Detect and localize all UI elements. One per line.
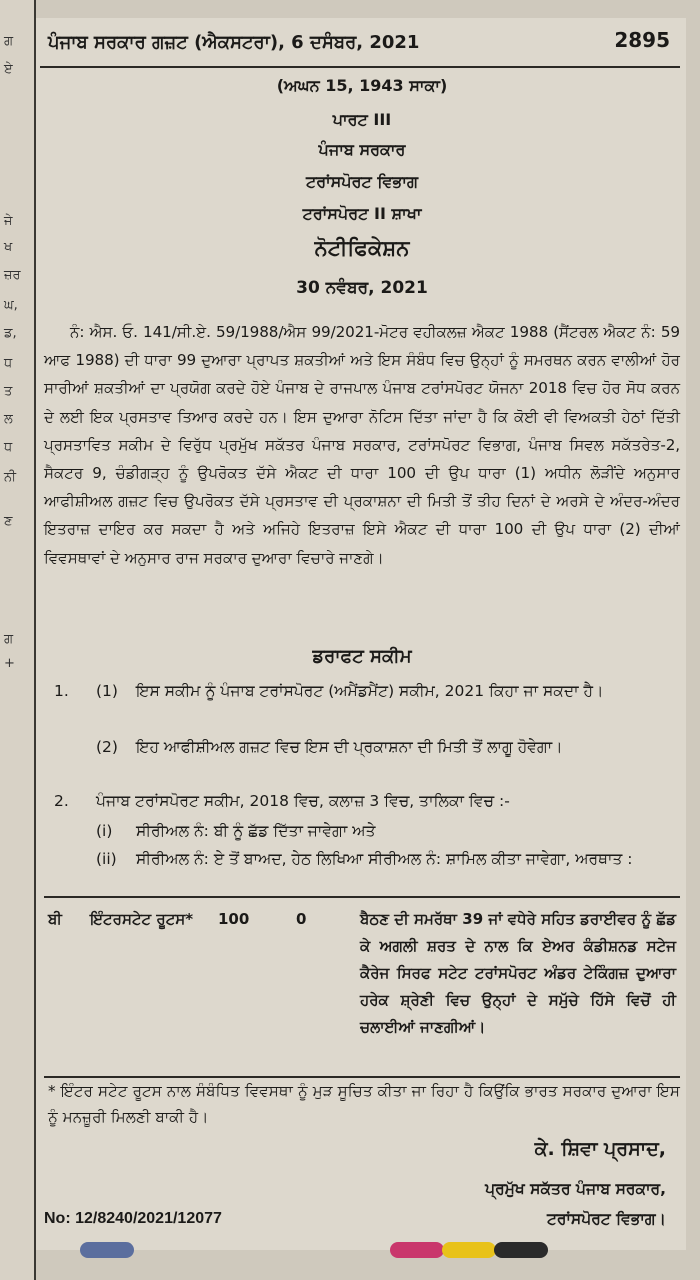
government-heading: ਪੰਜਾਬ ਸਰਕਾਰ — [318, 140, 406, 159]
gazette-page — [36, 18, 686, 1250]
margin-fragment: + — [4, 656, 15, 671]
clause-1-1-text: ਇਸ ਸਕੀਮ ਨੂੰ ਪੰਜਾਬ ਟਰਾਂਸਪੋਰਟ (ਅਮੈਂਡਮੈਂਟ) ਸਕੀਮ, 2021 ਕਿਹਾ ਜਾ ਸਕਦਾ ਹੈ। — [136, 682, 604, 700]
margin-fragment: ਣ — [4, 514, 13, 529]
clause-2-ii-text: ਸੀਰੀਅਲ ਨੰ: ਏ ਤੋਂ ਬਾਅਦ, ਹੇਠ ਲਿਖਿਆ ਸੀਰੀਅਲ ਨੰ: ਸ਼ਾਮਿਲ ਕੀਤਾ ਜਾਵੇਗਾ, ਅਰਥਾਤ : — [136, 850, 633, 868]
notification-title: ਨੋਟੀਫਿਕੇਸ਼ਨ — [314, 236, 410, 260]
clause-1-2-text: ਇਹ ਆਫੀਸ਼ੀਅਲ ਗਜ਼ਟ ਵਿਚ ਇਸ ਦੀ ਪ੍ਰਕਾਸ਼ਨਾ ਦੀ ਮਿਤੀ ਤੋਂ ਲਾਗੂ ਹੋਵੇਗਾ। — [136, 738, 563, 756]
margin-fragment: ਗ — [4, 632, 14, 647]
gazette-title: ਪੰਜਾਬ ਸਰਕਾਰ ਗਜ਼ਟ (ਐਕਸਟਰਾ), 6 ਦਸੰਬਰ, 2021 — [48, 32, 420, 53]
table-count-b: 0 — [296, 910, 307, 928]
margin-fragment: ਖ — [4, 240, 13, 255]
margin-fragment: ਤ — [4, 384, 13, 399]
notification-date: 30 ਨਵੰਬਰ, 2021 — [296, 278, 428, 298]
reference-number: No: 12/8240/2021/12077 — [44, 1210, 222, 1227]
clause-1-2-number: (2) — [96, 738, 118, 756]
signatory-designation: ਪ੍ਰਮੁੱਖ ਸਕੱਤਰ ਪੰਜਾਬ ਸਰਕਾਰ, — [485, 1180, 666, 1198]
margin-fragment: ਨੀ — [4, 470, 17, 485]
table-count-a: 100 — [218, 910, 250, 928]
color-swatch — [494, 1242, 548, 1258]
branch-heading: ਟਰਾਂਸਪੋਰਟ II ਸ਼ਾਖਾ — [302, 204, 422, 223]
schedule-table — [44, 896, 680, 1078]
margin-fragment: ਘ, — [4, 298, 18, 313]
signatory-department: ਟਰਾਂਸਪੋਰਟ ਵਿਭਾਗ। — [546, 1210, 666, 1228]
page-content — [44, 18, 680, 1250]
header-rule — [40, 66, 680, 68]
margin-fragment: ਲ — [4, 412, 13, 427]
page-number: 2895 — [614, 28, 670, 52]
margin-fragment: ਡ, — [4, 326, 17, 341]
print-color-bar — [80, 1238, 540, 1260]
signatory-name: ਕੇ. ਸ਼ਿਵਾ ਪ੍ਰਸਾਦ, — [534, 1138, 666, 1160]
margin-fragment: ਧ — [4, 440, 13, 455]
clause-2-i-number: (i) — [96, 822, 113, 840]
margin-fragment: ਧ — [4, 356, 13, 371]
clause-2-ii-number: (ii) — [96, 850, 117, 868]
clause-2-number: 2. — [54, 792, 69, 810]
notification-body: ਨੰ: ਐਸ. ਓ. 141/ਸੀ.ਏ. 59/1988/ਐਸ 99/2021-ਮੋਟਰ ਵਹੀਕਲਜ਼ ਐਕਟ 1988 (ਸੈਂਟਰਲ ਐਕਟ ਨੰ: 59 ਆਫ 1988) ਦੀ ਧਾਰਾ 99 ਦੁਆਰਾ ਪ੍ਰਾਪਤ ਸ਼ਕਤੀਆਂ ਅਤੇ ਇਸ ਸੰਬੰਧ ਵਿਚ ਉਨ੍ਹਾਂ ਨੂੰ ਸਮਰਥਨ ਕਰਨ ਵਾਲੀਆਂ ਹੋਰ ਸਾਰੀਆਂ ਸ਼ਕਤੀਆਂ ਦਾ ਪ੍ਰਯੋਗ ਕਰਦੇ ਹੋਏ ਪੰਜਾਬ ਦੇ ਰਾਜਪਾਲ ਪੰਜਾਬ ਟਰਾਂਸਪੋਰਟ ਯੋਜਨਾ 2018 ਵਿਚ ਹੋਰ ਸੋਧ ਕਰਨ ਦੇ ਲਈ ਇਕ ਪ੍ਰਸਤਾਵ ਤਿਆਰ ਕਰਦੇ ਹਨ। ਇਸ ਦੁਆਰਾ ਨੋਟਿਸ ਦਿੱਤਾ ਜਾਂਦਾ ਹੈ ਕਿ ਕੋਈ ਵੀ ਵਿਅਕਤੀ ਹੇਠਾਂ ਦਿੱਤੀ ਪ੍ਰਸਤਾਵਿਤ ਸਕੀਮ ਦੇ ਵਿਰੁੱਧ ਪ੍ਰਮੁੱਖ ਸਕੱਤਰ ਪੰਜਾਬ ਸਰਕਾਰ, ਟਰਾਂਸਪੋਰਟ ਵਿਭਾਗ, ਪੰਜਾਬ ਸਿਵਲ ਸਕੱਤਰੇਤ-2, ਸੈਕਟਰ 9, ਚੰਡੀਗੜ੍ਹ ਨੂੰ ਉਪਰੋਕਤ ਦੱਸੇ ਐਕਟ ਦੀ ਧਾਰਾ 100 ਦੀ ਉਪ ਧਾਰਾ (1) ਅਧੀਨ ਲੋੜੀਂਦੇ ਅਨੁਸਾਰ ਆਫੀਸ਼ੀਅਲ ਗਜ਼ਟ ਵਿਚ ਉਪਰੋਕਤ ਦੱਸੇ ਪ੍ਰਸਤਾਵ ਦੀ ਪ੍ਰਕਾਸ਼ਨਾ ਦੀ ਮਿਤੀ ਤੋਂ ਤੀਹ ਦਿਨਾਂ ਦੇ ਅਰਸੇ ਦੇ ਅੰਦਰ-ਅੰਦਰ ਇਤਰਾਜ਼ ਦਾਇਰ ਕਰ ਸਕਦਾ ਹੈ ਅਤੇ ਅਜਿਹੇ ਇਤਰਾਜ਼ ਇਸੇ ਐਕਟ ਦੀ ਧਾਰਾ 100 ਦੀ ਉਪ ਧਾਰਾ (2) ਦੀਆਂ ਵਿਵਸਥਾਵਾਂ ਦੇ ਅਨੁਸਾਰ ਰਾਜ ਸਰਕਾਰ ਦੁਆਰਾ ਵਿਚਾਰੇ ਜਾਣਗੇ। — [44, 323, 680, 567]
department-heading: ਟਰਾਂਸਪੋਰਟ ਵਿਭਾਗ — [305, 172, 419, 191]
margin-fragment: ਗ — [4, 34, 14, 49]
draft-scheme-heading: ਡਰਾਫਟ ਸਕੀਮ — [312, 646, 412, 667]
table-serial: ਬੀ — [48, 910, 62, 928]
color-swatch — [390, 1242, 444, 1258]
footnote: * ਇੰਟਰ ਸਟੇਟ ਰੂਟਸ ਨਾਲ ਸੰਬੰਧਿਤ ਵਿਵਸਥਾ ਨੂੰ ਮੁੜ ਸੂਚਿਤ ਕੀਤਾ ਜਾ ਰਿਹਾ ਹੈ ਕਿਉਂਕਿ ਭਾਰਤ ਸਰਕਾਰ ਦੁਆਰਾ ਇਸ ਨੂੰ ਮਨਜ਼ੂਰੀ ਮਿਲਣੀ ਬਾਕੀ ਹੈ। — [48, 1082, 680, 1126]
color-swatch — [442, 1242, 496, 1258]
table-route: ਇੰਟਰਸਟੇਟ ਰੂਟਸ* — [90, 910, 194, 928]
margin-fragment: ਜੇ — [4, 214, 13, 229]
clause-1-number: 1. — [54, 682, 69, 700]
clause-2-i-text: ਸੀਰੀਅਲ ਨੰ: ਬੀ ਨੂੰ ਛੱਡ ਦਿੱਤਾ ਜਾਵੇਗਾ ਅਤੇ — [136, 822, 376, 840]
clause-1-1-number: (1) — [96, 682, 118, 700]
page-header — [48, 28, 678, 62]
margin-fragment: ਏ — [4, 62, 13, 77]
saka-date: (ਅਘਨ 15, 1943 ਸਾਕਾ) — [276, 76, 448, 95]
margin-fragment: ਜ਼ਰ — [4, 268, 21, 283]
left-margin-strip — [0, 0, 36, 1280]
clause-2-text: ਪੰਜਾਬ ਟਰਾਂਸਪੋਰਟ ਸਕੀਮ, 2018 ਵਿਚ, ਕਲਾਜ਼ 3 ਵਿਚ, ਤਾਲਿਕਾ ਵਿਚ :- — [96, 792, 510, 810]
color-swatch — [80, 1242, 134, 1258]
table-condition: ਬੈਠਣ ਦੀ ਸਮਰੱਥਾ 39 ਜਾਂ ਵਧੇਰੇ ਸਹਿਤ ਡਰਾਈਵਰ ਨੂੰ ਛੱਡ ਕੇ ਅਗਲੀ ਸ਼ਰਤ ਦੇ ਨਾਲ ਕਿ ਏਅਰ ਕੰਡੀਸ਼ਨਡ ਸਟੇਜ ਕੈਰੇਜ ਸਿਰਫ ਸਟੇਟ ਟਰਾਂਸਪੋਰਟ ਅੰਡਰ ਟੇਕਿੰਗਜ਼ ਦੁਆਰਾ ਹਰੇਕ ਸ਼੍ਰੇਣੀ ਵਿਚ ਉਨ੍ਹਾਂ ਦੇ ਸਮੁੱਚੇ ਹਿੱਸੇ ਵਿਚੋਂ ਹੀ ਚਲਾਈਆਂ ਜਾਣਗੀਆਂ। — [360, 910, 676, 1036]
part-heading: ਪਾਰਟ III — [332, 110, 392, 129]
